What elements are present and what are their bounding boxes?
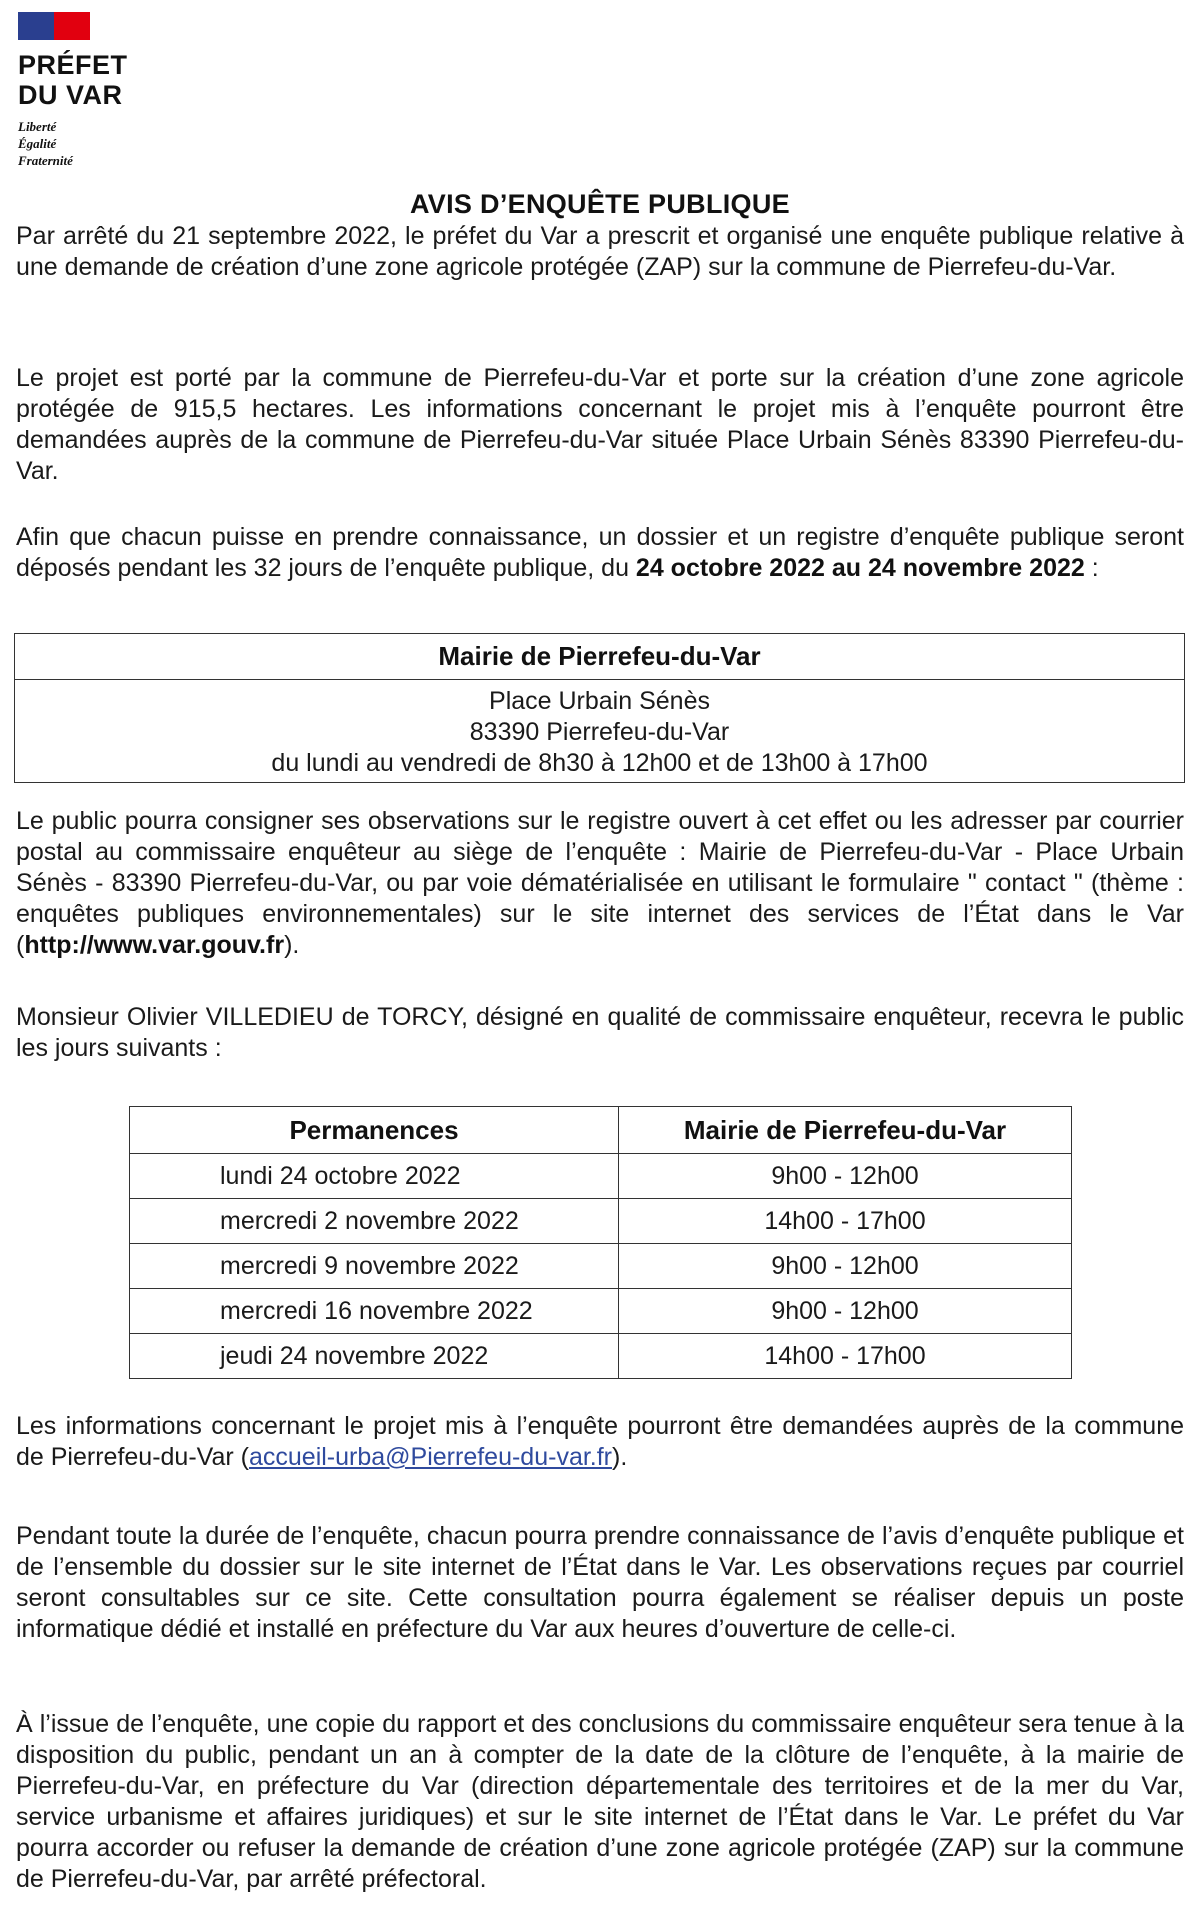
permanences-table (129, 1106, 1072, 1379)
permanence-hours: 9h00 - 12h00 (619, 1289, 1072, 1334)
permanence-date: jeudi 24 novembre 2022 (130, 1334, 619, 1379)
permanence-hours: 9h00 - 12h00 (619, 1154, 1072, 1199)
observations-text: Le public pourra consigner ses observations sur le registre ouvert à cet effet ou les adresser par courrier postal au commissaire enquêteur au siège de l’enquête : Mairie de Pierrefeu-du-Var - Place Urbain Sénès - 83390 Pierrefeu-du-Var, ou par voie dématérialisée en utilisant le formulaire " contact " (thème : enquêtes publiques environnementales) sur le site internet des services de l’État dans le Var ( (16, 807, 1184, 959)
marianne-flag-icon (18, 12, 90, 40)
contact-suffix: ). (612, 1443, 628, 1471)
table-header-row (130, 1107, 1072, 1154)
mairie-box (14, 633, 1185, 783)
email-link[interactable]: accueil-urba@Pierrefeu-du-var.fr (248, 1443, 613, 1471)
table-row (130, 1334, 1072, 1379)
permanence-hours: 14h00 - 17h00 (619, 1334, 1072, 1379)
column-header-permanences: Permanences (130, 1107, 619, 1154)
paragraph-observations (16, 806, 1184, 961)
table-row (130, 1244, 1072, 1289)
table-row (130, 1154, 1072, 1199)
paragraph-projet: Le projet est porté par la commune de Pierrefeu-du-Var et porte sur la création d’une zone agricole protégée de 915,5 hectares. Les informations concernant le projet mis à l’enquête pourront être demandées auprès de la commune de Pierrefeu-du-Var située Place Urbain Sénès 83390 Pierrefeu-du-Var. (16, 364, 1184, 485)
mairie-box-title: Mairie de Pierrefeu-du-Var (15, 634, 1184, 680)
contact-text: Les informations concernant le projet mis à l’enquête pourront être demandées auprès de la commune de Pierrefeu-du-Var ( (16, 1412, 1184, 1471)
table-row (130, 1199, 1072, 1244)
prefet-logo (18, 12, 138, 169)
permanence-date: mercredi 9 novembre 2022 (130, 1244, 619, 1289)
paragraph-consultation: Pendant toute la durée de l’enquête, chacun pourra prendre connaissance de l’avis d’enquête publique et de l’ensemble du dossier sur le site internet de l’État dans le Var. Les observations reçues par courriel seront consultables sur ce site. Cette consultation pourra également se réaliser depuis un poste informatique dédié et installé en préfecture du Var aux heures d’ouverture de celle-ci. (16, 1522, 1184, 1643)
permanence-date: mercredi 16 novembre 2022 (130, 1289, 619, 1334)
paragraph-rapport: À l’issue de l’enquête, une copie du rapport et des conclusions du commissaire enquêteur sera tenue à la disposition du public, pendant un an à compter de la date de la clôture de l’enquête, à la mairie de Pierrefeu-du-Var, en préfecture du Var (direction départementale des territoires et de la mer du Var, service urbanisme et affaires juridiques) et sur le site internet de l’État dans le Var. Le préfet du Var pourra accorder ou refuser la demande de création d’une zone agricole protégée (ZAP) sur la commune de Pierrefeu-du-Var, par arrêté préfectoral. (16, 1710, 1184, 1893)
mairie-hours: du lundi au vendredi de 8h30 à 12h00 et de 13h00 à 17h00 (271, 749, 928, 777)
permanence-date: mercredi 2 novembre 2022 (130, 1199, 619, 1244)
observations-suffix: ). (284, 931, 300, 959)
enquete-dates: 24 octobre 2022 au 24 novembre 2022 (635, 554, 1085, 582)
prefet-name (18, 50, 138, 110)
mairie-address-line-2: 83390 Pierrefeu-du-Var (469, 718, 730, 746)
table-row (130, 1289, 1072, 1334)
motto-liberte: Liberté (18, 119, 57, 134)
column-header-mairie: Mairie de Pierrefeu-du-Var (619, 1107, 1072, 1154)
paragraph-dossier (16, 522, 1184, 584)
prefet-line-1: PRÉFET (18, 50, 128, 80)
var-gouv-link[interactable]: http://www.var.gouv.fr (24, 931, 285, 959)
paragraph-commissaire: Monsieur Olivier VILLEDIEU de TORCY, désigné en qualité de commissaire enquêteur, recevra le public les jours suivants : (16, 1003, 1184, 1062)
mairie-address-line-1: Place Urbain Sénès (489, 687, 710, 715)
permanence-date: lundi 24 octobre 2022 (130, 1154, 619, 1199)
dossier-text: Afin que chacun puisse en prendre connaissance, un dossier et un registre d’enquête publique seront déposés pendant les 32 jours de l’enquête publique, du (16, 523, 1184, 582)
permanence-hours: 9h00 - 12h00 (619, 1244, 1072, 1289)
paragraph-arrete: Par arrêté du 21 septembre 2022, le préfet du Var a prescrit et organisé une enquête publique relative à une demande de création d’une zone agricole protégée (ZAP) sur la commune de Pierrefeu-du-Var. (16, 222, 1184, 281)
dossier-suffix: : (1084, 554, 1099, 582)
paragraph-contact-email (16, 1411, 1184, 1473)
motto-egalite: Égalité (18, 136, 57, 151)
republic-motto (18, 118, 138, 169)
notice-title: AVIS D’ENQUÊTE PUBLIQUE (410, 189, 790, 219)
permanence-hours: 14h00 - 17h00 (619, 1199, 1072, 1244)
mairie-box-body (15, 680, 1184, 779)
motto-fraternite: Fraternité (18, 153, 73, 168)
prefet-line-2: DU VAR (18, 80, 123, 110)
